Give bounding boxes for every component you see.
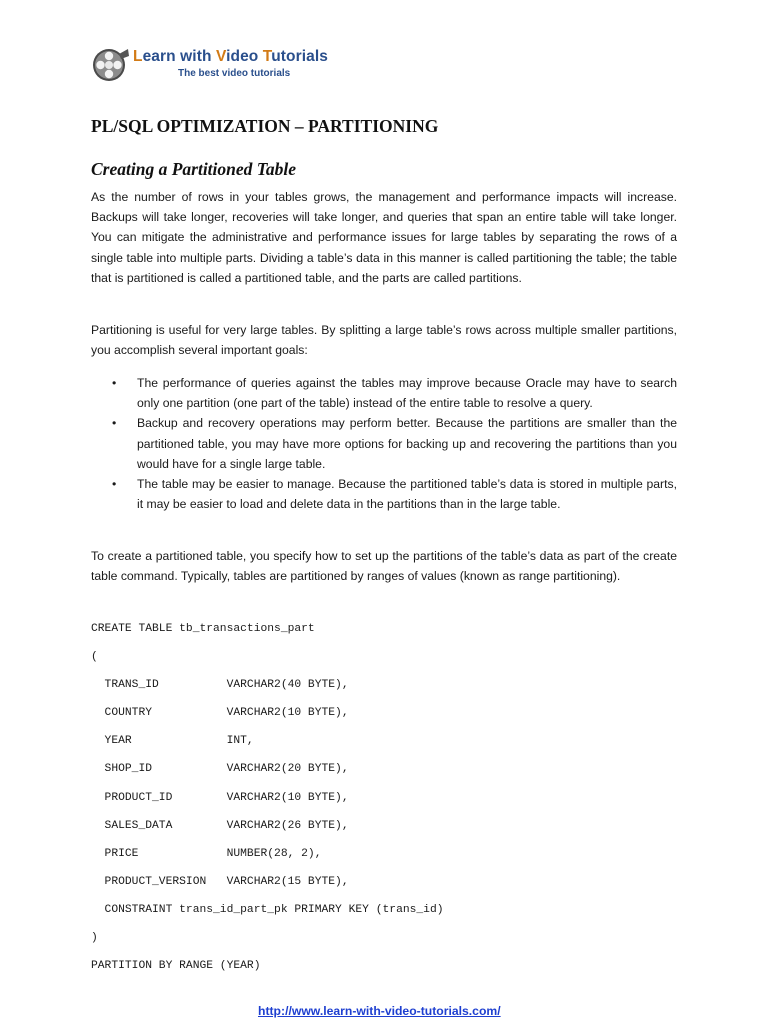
goals-paragraph: Partitioning is useful for very large tables. By splitting a large table’s rows across multiple smaller partitions, you accomplish several important goals: [91,323,677,358]
list-item-text: The performance of queries against the tables may improve because Oracle may have to search only one partition (one part of the table) instead of the entire table to resolve a query. [137,376,677,411]
code-line: SHOP_ID VARCHAR2(20 BYTE), [91,763,349,776]
bullet-icon: • [112,477,117,492]
intro-paragraph: As the number of rows in your tables grows, the management and performance impacts will increase. Backups will take longer, recoveries will take longer, and queries that span an entire table will take longer. You can mitigate the administrative and performance issues for large tables by separating the rows of a single table into multiple parts. Dividing a table’s data in this manner is called partitioning the table; the table that is partitioned is called a partitioned table, and the parts are called partitions. [91,190,677,285]
bullet-icon: • [112,376,117,390]
goals-list [91,373,677,514]
code-line: PARTITION BY RANGE (YEAR) [91,960,261,973]
list-item [91,474,677,514]
bullet-icon: • [112,416,117,431]
film-reel-icon [91,44,131,84]
logo-title-part: utorials [271,48,328,65]
code-line: YEAR INT, [91,735,254,748]
code-line: PRODUCT_VERSION VARCHAR2(15 BYTE), [91,875,349,888]
code-line: ) [91,932,98,945]
logo-tagline: The best video tutorials [178,68,291,79]
code-line: PRODUCT_ID VARCHAR2(10 BYTE), [91,791,349,804]
code-line: TRANS_ID VARCHAR2(40 BYTE), [91,679,349,692]
document-heading: PL/SQL OPTIMIZATION – PARTITIONING [91,116,439,136]
logo-title [133,48,328,66]
list-item [91,373,677,413]
site-logo [91,44,391,90]
logo-title-letter-l: L [133,48,143,65]
list-item-text: The table may be easier to manage. Because the partitioned table’s data is stored in multiple parts, it may be easier to load and delete data in the partitions than in the large table. [137,477,677,512]
create-table-paragraph: To create a partitioned table, you specify how to set up the partitions of the table’s data as part of the create table command. Typically, tables are partitioned by ranges of values (known as range partitioning). [91,549,677,584]
logo-title-letter-v: V [215,48,227,65]
code-line: PRICE NUMBER(28, 2), [91,847,322,860]
list-item-text: Backup and recovery operations may perform better. Because the partitions are smaller than the partitioned table, you may have more options for backing up and recovering the partitions than you would have for a single large table. [137,416,677,471]
code-line: SALES_DATA VARCHAR2(26 BYTE), [91,819,349,832]
code-block [91,615,681,980]
list-item [91,413,677,474]
logo-title-part: ideo [226,48,263,65]
code-line: ( [91,651,98,664]
logo-title-part: earn with [142,48,216,65]
code-line: COUNTRY VARCHAR2(10 BYTE), [91,707,349,720]
footer-website-link[interactable]: http://www.learn-with-video-tutorials.com/ [258,1004,501,1018]
section-heading: Creating a Partitioned Table [91,159,296,179]
logo-title-letter-t: T [262,48,272,65]
code-line: CREATE TABLE tb_transactions_part [91,623,315,635]
code-line: CONSTRAINT trans_id_part_pk PRIMARY KEY (trans_id) [91,903,444,916]
